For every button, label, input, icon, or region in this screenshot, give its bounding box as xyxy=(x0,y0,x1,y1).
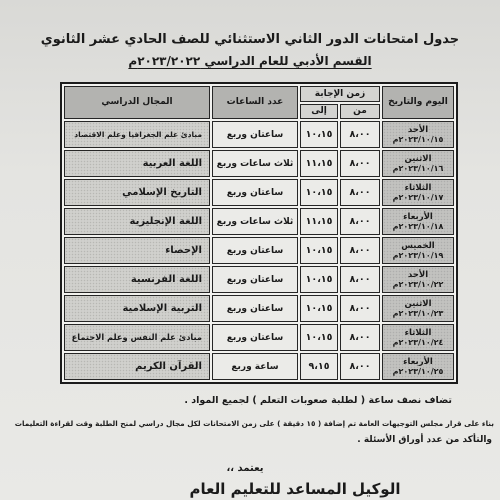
table-row xyxy=(64,150,454,177)
start-time: ٨،٠٠ xyxy=(340,295,380,322)
table-row xyxy=(64,179,454,206)
table-header xyxy=(64,86,454,119)
end-time: ١٠،١٥ xyxy=(300,121,338,148)
subject-name: مبادئ علم النفس وعلم الاجتماع xyxy=(71,332,202,342)
note-extra-time: تضاف نصف ساعة ( لطلبة صعوبات التعلم ) لجميع المواد . xyxy=(184,395,452,406)
subject-cell xyxy=(64,121,210,148)
duration: ساعتان وربع xyxy=(212,237,298,264)
exam-date: ٢٠٢٣/١٠/١٩م xyxy=(392,250,444,260)
day-date-cell xyxy=(382,179,454,206)
header-answer-time: زمن الإجابة xyxy=(300,86,380,102)
exam-date: ٢٠٢٣/١٠/٢٢م xyxy=(392,279,444,289)
exam-date: ٢٠٢٣/١٠/١٦م xyxy=(392,163,444,173)
duration: ساعتان وربع xyxy=(212,324,298,351)
exam-date: ٢٠٢٣/١٠/٢٥م xyxy=(392,366,444,376)
subject-cell xyxy=(64,324,210,351)
day-name: الثلاثاء xyxy=(404,182,432,193)
day-name: الأحد xyxy=(407,124,429,135)
header-subject: المجال الدراسي xyxy=(64,86,210,119)
table-row xyxy=(64,121,454,148)
start-time: ٨،٠٠ xyxy=(340,208,380,235)
subject-cell xyxy=(64,237,210,264)
document-title: جدول امتحانات الدور الثاني الاستثنائي للصف الحادي عشر الثانوي xyxy=(40,32,460,47)
subject-name: الإحصاء xyxy=(165,245,202,256)
subject-name: مبادئ علم الجغرافيا وعلم الاقتصاد xyxy=(74,130,202,139)
header-hours: عدد الساعات xyxy=(212,86,298,119)
day-name: الأحد xyxy=(407,269,429,280)
table-row xyxy=(64,353,454,380)
day-name: الثلاثاء xyxy=(404,327,432,338)
subject-cell xyxy=(64,179,210,206)
duration: ساعتان وربع xyxy=(212,295,298,322)
day-date-cell xyxy=(382,237,454,264)
day-date-cell xyxy=(382,266,454,293)
exam-date: ٢٠٢٣/١٠/٢٤م xyxy=(392,337,444,347)
day-name: الأربعاء xyxy=(403,356,433,367)
subject-name: القرآن الكريم xyxy=(135,361,202,372)
end-time: ١٠،١٥ xyxy=(300,324,338,351)
exam-date: ٢٠٢٣/١٠/١٥م xyxy=(392,134,444,144)
subject-name: اللغة الفرنسية xyxy=(130,274,202,285)
start-time: ٨،٠٠ xyxy=(340,324,380,351)
start-time: ٨،٠٠ xyxy=(340,266,380,293)
subject-name: اللغة الإنجليزية xyxy=(129,216,202,227)
end-time: ١١،١٥ xyxy=(300,208,338,235)
subject-cell xyxy=(64,295,210,322)
subtitle-text: القسم الأدبي للعام الدراسي ٢٠٢٣/٢٠٢٢م xyxy=(128,54,372,68)
exam-date: ٢٠٢٣/١٠/١٨م xyxy=(392,221,444,231)
start-time: ٨،٠٠ xyxy=(340,353,380,380)
exam-schedule-table xyxy=(60,82,458,384)
duration: ثلاث ساعات وربع xyxy=(212,208,298,235)
header-day-date: اليوم والتاريخ xyxy=(382,86,454,119)
table-row xyxy=(64,295,454,322)
exam-date: ٢٠٢٣/١٠/١٧م xyxy=(392,192,444,202)
start-time: ٨،٠٠ xyxy=(340,150,380,177)
signatory-title: الوكيل المساعد للتعليم العام xyxy=(189,480,401,498)
table-row xyxy=(64,208,454,235)
subject-name: التربية الإسلامية xyxy=(122,303,202,314)
end-time: ١٠،١٥ xyxy=(300,237,338,264)
start-time: ٨،٠٠ xyxy=(340,121,380,148)
day-date-cell xyxy=(382,295,454,322)
header-from: من xyxy=(340,104,380,119)
day-date-cell xyxy=(382,208,454,235)
end-time: ٩،١٥ xyxy=(300,353,338,380)
end-time: ١٠،١٥ xyxy=(300,266,338,293)
day-date-cell xyxy=(382,121,454,148)
day-name: الاثنين xyxy=(404,298,432,309)
subject-cell xyxy=(64,266,210,293)
subject-cell xyxy=(64,353,210,380)
note-decision: بناء على قرار مجلس التوجيهات العامة تم إضافة ( ١٥ دقيقة ) على زمن الامتحانات لكل مجال دراسي لمنح الطلبة وقت لقراءة التعليمات xyxy=(14,419,494,428)
exam-date: ٢٠٢٣/١٠/٢٣م xyxy=(392,308,444,318)
table-row xyxy=(64,324,454,351)
day-name: الخميس xyxy=(401,240,435,251)
end-time: ١٠،١٥ xyxy=(300,179,338,206)
subject-name: اللغة العربية xyxy=(142,158,202,169)
table-row xyxy=(64,266,454,293)
day-name: الاثنين xyxy=(404,153,432,164)
start-time: ٨،٠٠ xyxy=(340,237,380,264)
day-date-cell xyxy=(382,324,454,351)
header-to: إلى xyxy=(300,104,338,119)
subject-cell xyxy=(64,208,210,235)
duration: ساعتان وربع xyxy=(212,266,298,293)
day-date-cell xyxy=(382,353,454,380)
day-date-cell xyxy=(382,150,454,177)
duration: ثلاث ساعات وربع xyxy=(212,150,298,177)
start-time: ٨،٠٠ xyxy=(340,179,380,206)
end-time: ١٠،١٥ xyxy=(300,295,338,322)
subject-name: التاريخ الإسلامي xyxy=(122,187,202,198)
note-decision-continued: والتأكد من عدد أوراق الأسئلة . xyxy=(357,435,492,445)
table-row xyxy=(64,237,454,264)
header-row xyxy=(64,86,454,102)
day-name: الأربعاء xyxy=(403,211,433,222)
end-time: ١١،١٥ xyxy=(300,150,338,177)
duration: ساعة وربع xyxy=(212,353,298,380)
duration: ساعتان وربع xyxy=(212,179,298,206)
table-body xyxy=(64,121,454,380)
duration: ساعتان وربع xyxy=(212,121,298,148)
approval-label: يعتمد ،، xyxy=(226,463,264,474)
document-subtitle xyxy=(120,53,380,71)
subject-cell xyxy=(64,150,210,177)
